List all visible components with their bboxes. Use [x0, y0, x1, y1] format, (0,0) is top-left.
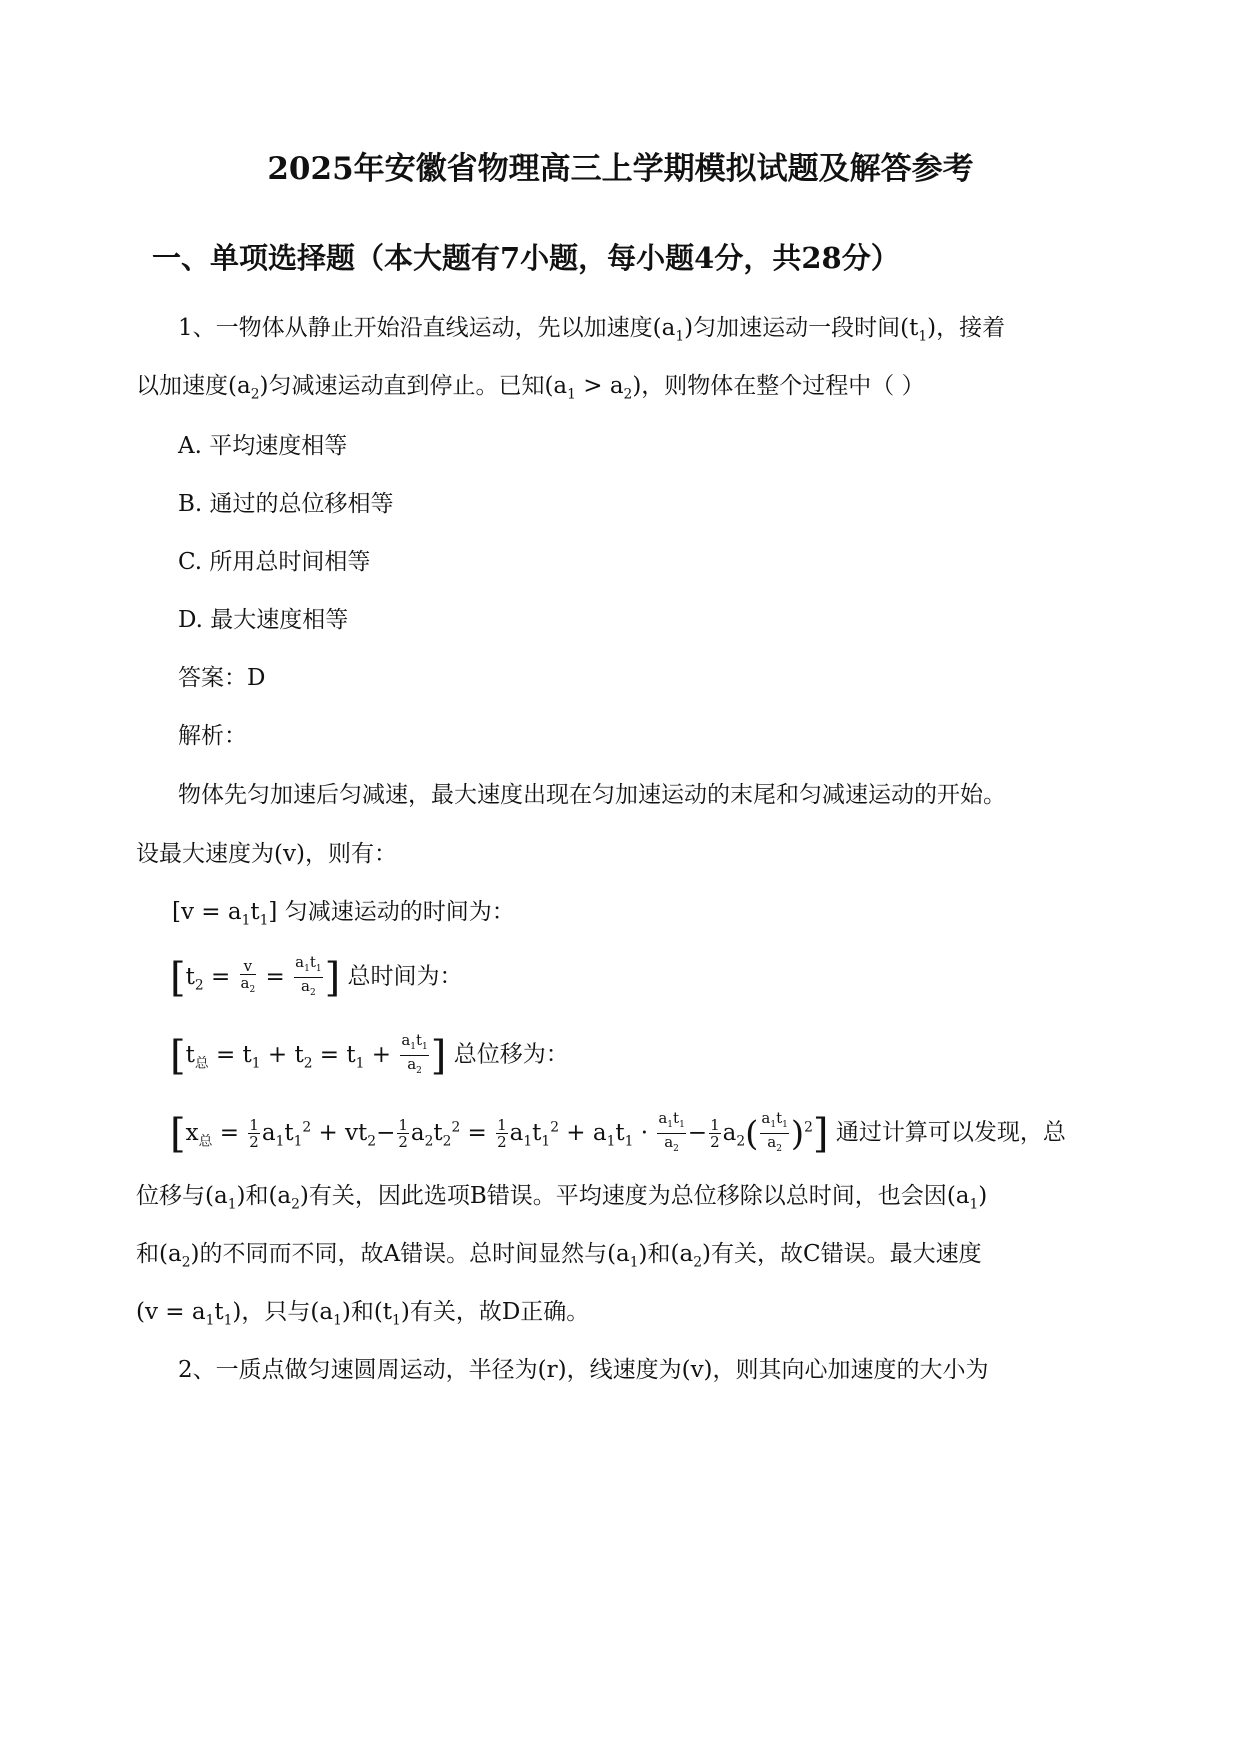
q1-conclusion-line3: $(v = a_1t_1)$，只与$(a_1)$和$(t_1)$有关，故D正确。 — [136, 1299, 590, 1329]
q1-answer: 答案：D — [178, 665, 266, 691]
equation-x-total: [$x_总$ = $\frac{1}{2}$ $a_1t_1^2 + vt_2-$ $\frac{1}{2}$ $a_2t_2^2$ = $\frac{1}{2}$ $a_1t_1^2 + a_1t_1$ · $\frac{a_1t_1}{a_2}$ − $\frac{1}{2}$ $a_2$( $\frac{a_1t_1}{a_2}$ )$^2$] 通过计算可以发现，总 — [170, 1109, 1066, 1157]
math-a2: $(a_2)$ — [228, 373, 269, 403]
q2-number: 2、 — [178, 1357, 216, 1383]
math-a1: $(a_1)$ — [652, 315, 694, 345]
q1-option-d: D. 最大速度相等 — [178, 607, 349, 633]
math-a1-gt-a2: $(a_1 > a_2)$ — [544, 373, 642, 403]
q1-stem-line2: 以加速度$(a_2)$匀减速运动直到停止。已知$(a_1 > a_2)$，则物体在整个过程中（ ） — [136, 373, 925, 403]
equation-v: $[v = a_1t_1]$ 匀减速运动的时间为： — [172, 899, 515, 929]
q1-analysis-p2: 设最大速度为(v)，则有： — [136, 841, 397, 867]
math-r: (r) — [537, 1357, 567, 1383]
math-v: (v) — [274, 841, 305, 867]
q1-number: 1、 — [178, 315, 216, 341]
q2-stem: 2、一质点做匀速圆周运动，半径为(r)，线速度为(v)，则其向心加速度的大小为 — [178, 1357, 989, 1383]
q1-analysis-label: 解析： — [178, 723, 247, 749]
page-title: 2025年安徽省物理高三上学期模拟试题及解答参考 — [267, 151, 974, 187]
math-t1: $(t_1)$ — [900, 315, 937, 345]
q1-conclusion-line2: 和$(a_2)$的不同而不同，故A错误。总时间显然与$(a_1)$和$(a_2)$有关，故C错误。最大速度 — [136, 1241, 982, 1271]
q1-option-c: C. 所用总时间相等 — [178, 549, 371, 575]
q1-option-b: B. 通过的总位移相等 — [178, 491, 394, 517]
q1-option-a: A. 平均速度相等 — [178, 433, 348, 459]
q1-stem-line1: 1、一物体从静止开始沿直线运动，先以加速度$(a_1)$匀加速运动一段时间$(t_1)$，接着 — [178, 315, 1006, 345]
section-heading: 一、单项选择题（本大题有7小题，每小题4分，共28分） — [152, 241, 900, 275]
q1-analysis-p1: 物体先匀加速后匀减速，最大速度出现在匀加速运动的末尾和匀减速运动的开始。 — [178, 782, 1006, 808]
q1-conclusion-line1: 位移与$(a_1)$和$(a_2)$有关，因此选项B错误。平均速度为总位移除以总时间，也会因$(a_1)$ — [136, 1183, 988, 1213]
equation-t2: [$t_2$ = $\frac{v}{a_2}$ = $\frac{a_1t_1}{a_2}$ ] 总时间为： — [170, 953, 463, 1001]
math-v2: (v) — [681, 1357, 713, 1383]
equation-t-total: [$t_总 = t_1 + t_2 = t_1$ + $\frac{a_1t_1}{a_2}$ ] 总位移为： — [170, 1031, 569, 1079]
